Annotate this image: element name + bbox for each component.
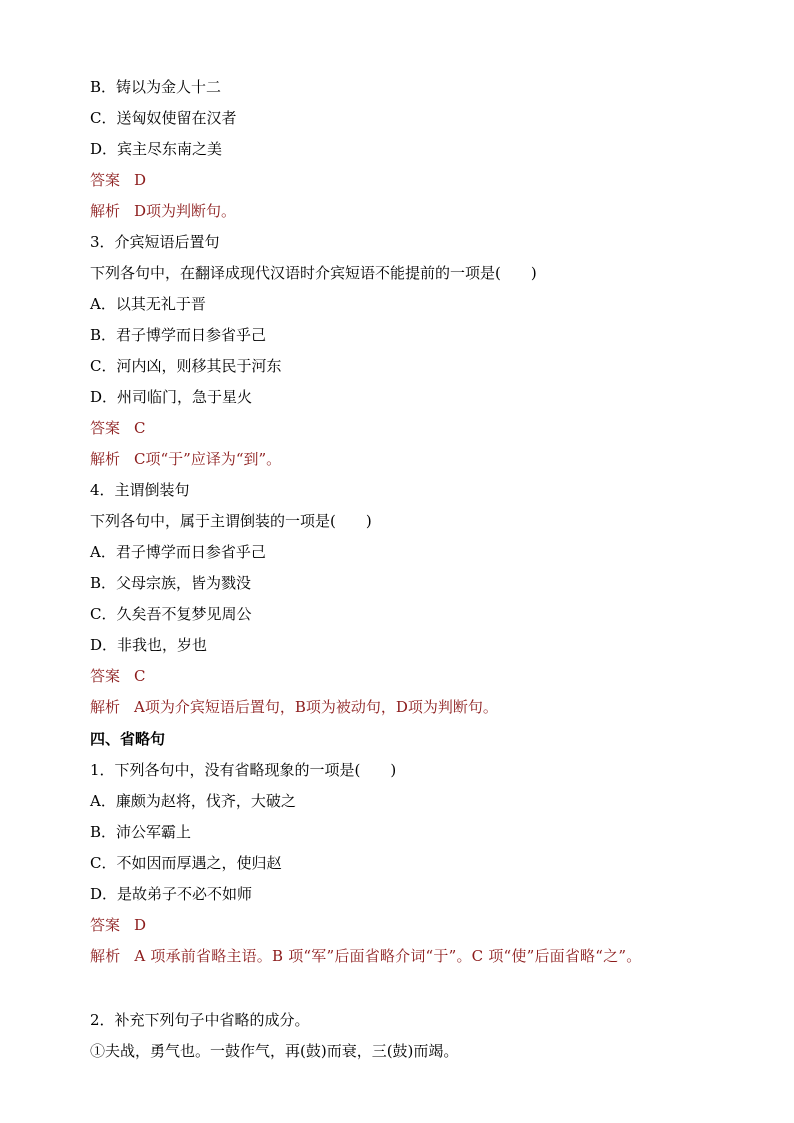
section-heading: 四、省略句 [90, 730, 166, 748]
option-a: A．以其无礼于晋 [90, 295, 206, 313]
explanation-label: 解析 [90, 947, 121, 965]
question-text: 下列各句中，在翻译成现代汉语时介宾短语不能提前的一项是( ) [90, 264, 537, 282]
subsection-title: 4．主谓倒装句 [90, 481, 190, 499]
answer-line [90, 170, 146, 190]
question-text: 1．下列各句中，没有省略现象的一项是( ) [90, 761, 397, 779]
option-d: D．州司临门，急于星火 [90, 388, 253, 406]
option-c: C．河内凶，则移其民于河东 [90, 357, 282, 375]
option-c: C．送匈奴使留在汉者 [90, 109, 237, 127]
answer-value: C [134, 667, 146, 685]
answer-line [90, 915, 146, 935]
explanation-line [90, 941, 705, 972]
option-a: A．廉颇为赵将，伐齐，大破之 [90, 792, 296, 810]
explanation-line [90, 201, 236, 221]
explanation-text: A 项承前省略主语。B 项“军”后面省略介词“于”。C 项“使”后面省略“之”。 [134, 947, 642, 965]
explanation-text: A项为介宾短语后置句，B项为被动句，D项为判断句。 [134, 698, 498, 716]
question-text: 2．补充下列句子中省略的成分。 [90, 1011, 310, 1029]
option-b: B．父母宗族，皆为戮没 [90, 574, 252, 592]
explanation-line [90, 449, 281, 469]
option-b: B．铸以为金人十二 [90, 78, 222, 96]
answer-label: 答案 [90, 667, 121, 685]
option-c: C．不如因而厚遇之，使归赵 [90, 854, 282, 872]
answer-label: 答案 [90, 419, 121, 437]
answer-line [90, 666, 146, 686]
answer-label: 答案 [90, 916, 121, 934]
answer-value: D [134, 916, 147, 934]
option-a: A．君子博学而日参省乎己 [90, 543, 266, 561]
explanation-label: 解析 [90, 450, 121, 468]
explanation-text: C项“于”应译为“到”。 [134, 450, 282, 468]
explanation-label: 解析 [90, 202, 121, 220]
answer-value: C [134, 419, 146, 437]
option-d: D．宾主尽东南之美 [90, 140, 223, 158]
option-d: D．非我也，岁也 [90, 636, 208, 654]
answer-value: D [134, 171, 147, 189]
option-d: D．是故弟子不必不如师 [90, 885, 253, 903]
answer-line [90, 418, 146, 438]
option-b: B．君子博学而日参省乎己 [90, 326, 267, 344]
subsection-title: 3．介宾短语后置句 [90, 233, 220, 251]
explanation-line [90, 697, 498, 717]
answer-label: 答案 [90, 171, 121, 189]
option-b: B．沛公军霸上 [90, 823, 192, 841]
explanation-label: 解析 [90, 698, 121, 716]
question-text: ①夫战，勇气也。一鼓作气，再(鼓)而衰，三(鼓)而竭。 [90, 1042, 459, 1060]
explanation-text: D项为判断句。 [134, 202, 237, 220]
option-c: C．久矣吾不复梦见周公 [90, 605, 252, 623]
question-text: 下列各句中，属于主谓倒装的一项是( ) [90, 512, 372, 530]
